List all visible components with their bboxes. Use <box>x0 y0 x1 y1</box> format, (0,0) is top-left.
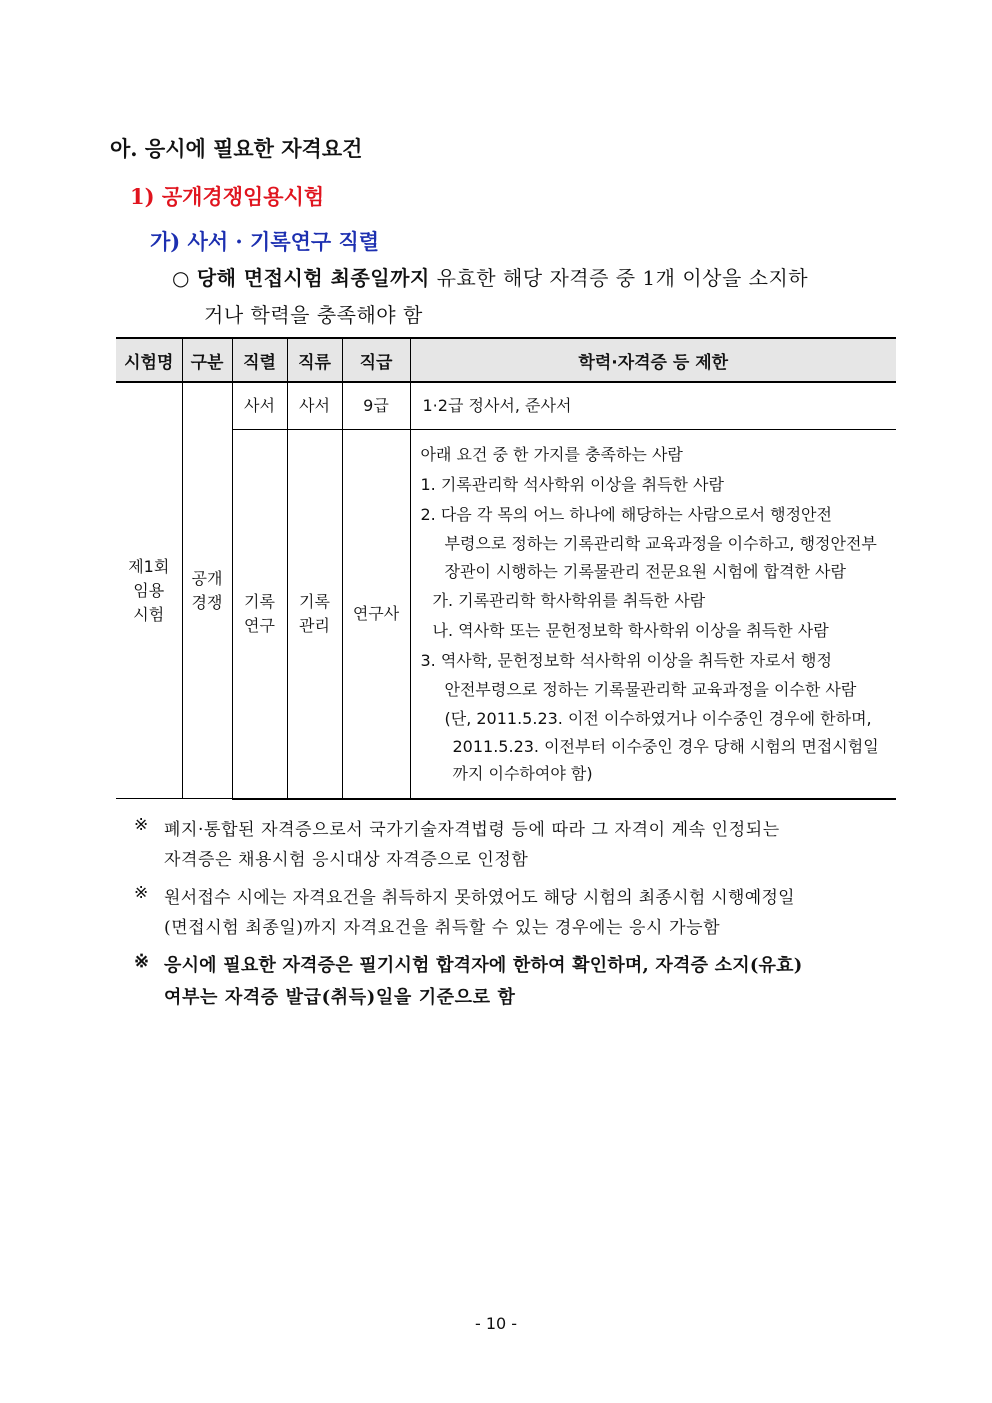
cell-exam-name <box>116 382 182 799</box>
class-line: 기록 <box>299 591 330 611</box>
requirement-line: 3. 역사학, 문헌정보학 석사학위 이상을 취득한 자로서 행정 <box>420 650 832 670</box>
requirement-line: 아래 요건 중 한 가지를 충족하는 사람 <box>420 444 683 464</box>
note-mark: ※ <box>134 815 149 835</box>
intro-paragraph-line2: 거나 학력을 충족해야 함 <box>204 303 423 327</box>
page-number: - 10 - <box>474 1314 518 1333</box>
subsection-heading-1: 1) 공개경쟁임용시험 <box>130 184 325 209</box>
table-header-row <box>116 338 896 382</box>
cell-requirement: 1·2급 정사서, 준사서 <box>410 382 896 429</box>
requirement-line: 장관이 시행하는 기록물관리 전문요원 시험에 합격한 사람 <box>444 561 846 581</box>
note-mark: ※ <box>134 951 150 972</box>
cell-grade: 연구사 <box>342 429 410 799</box>
series-line: 기록 <box>244 591 275 611</box>
exam-name-line: 시험 <box>133 604 165 624</box>
cell-requirement <box>410 429 896 799</box>
header-series: 직렬 <box>232 338 287 382</box>
section-heading-a: 아. 응시에 필요한 자격요건 <box>110 136 363 161</box>
subsection-heading-ga: 가) 사서 · 기록연구 직렬 <box>150 229 380 254</box>
cell-class <box>287 429 342 799</box>
cell-grade: 9급 <box>342 382 410 429</box>
requirement-line: (단, 2011.5.23. 이전 이수하였거나 이수중인 경우에 한하며, <box>444 708 872 728</box>
exam-name-line: 임용 <box>133 580 165 600</box>
intro-bold-text: 당해 면접시험 최종일까지 <box>196 266 430 290</box>
note-line: 응시에 필요한 자격증은 필기시험 합격자에 한하여 확인하며, 자격증 소지(유효) <box>164 955 803 976</box>
intro-paragraph <box>172 262 808 291</box>
note-line: 폐지·통합된 자격증으로서 국가기술자격법령 등에 따라 그 자격이 계속 인정되는 <box>164 820 780 840</box>
requirement-line: 1. 기록관리학 석사학위 이상을 취득한 사람 <box>420 474 724 494</box>
header-requirement: 학력·자격증 등 제한 <box>410 338 896 382</box>
note-line: 원서접수 시에는 자격요건을 취득하지 못하였어도 해당 시험의 최종시험 시행예정일 <box>164 888 795 908</box>
exam-name-line: 제1회 <box>128 556 170 576</box>
header-exam-name: 시험명 <box>116 338 182 382</box>
requirement-line: 나. 역사학 또는 문헌정보학 학사학위 이상을 취득한 사람 <box>432 620 829 640</box>
category-line: 경쟁 <box>191 592 223 612</box>
requirement-line: 까지 이수하여야 함) <box>452 763 593 783</box>
note-line: (면접시험 최종일)까지 자격요건을 취득할 수 있는 경우에는 응시 가능함 <box>164 918 721 938</box>
requirement-line: 가. 기록관리학 학사학위를 취득한 사람 <box>432 590 706 610</box>
header-class: 직류 <box>287 338 342 382</box>
cell-category <box>182 382 232 799</box>
requirement-line: 2011.5.23. 이전부터 이수중인 경우 당해 시험의 면접시험일 <box>452 736 879 756</box>
requirement-line: 부령으로 정하는 기록관리학 교육과정을 이수하고, 행정안전부 <box>444 533 877 553</box>
category-line: 공개 <box>191 568 223 588</box>
table-row <box>116 429 896 799</box>
class-line: 관리 <box>299 615 330 635</box>
note-line: 자격증은 채용시험 응시대상 자격증으로 인정함 <box>164 850 529 870</box>
table-row <box>116 382 896 429</box>
note-mark: ※ <box>134 883 149 903</box>
cell-class: 사서 <box>287 382 342 429</box>
intro-text: 유효한 해당 자격증 중 1개 이상을 소지하 <box>429 266 809 290</box>
cell-series <box>232 429 287 799</box>
header-category: 구분 <box>182 338 232 382</box>
requirement-line: 안전부령으로 정하는 기록물관리학 교육과정을 이수한 사람 <box>444 679 857 699</box>
requirement-line: 2. 다음 각 목의 어느 하나에 해당하는 사람으로서 행정안전 <box>420 504 832 524</box>
series-line: 연구 <box>244 615 275 635</box>
bullet-icon: ○ <box>172 266 190 290</box>
cell-series: 사서 <box>232 382 287 429</box>
header-grade: 직급 <box>342 338 410 382</box>
requirements-table <box>116 337 896 800</box>
note-line: 여부는 자격증 발급(취득)일을 기준으로 함 <box>164 987 516 1008</box>
